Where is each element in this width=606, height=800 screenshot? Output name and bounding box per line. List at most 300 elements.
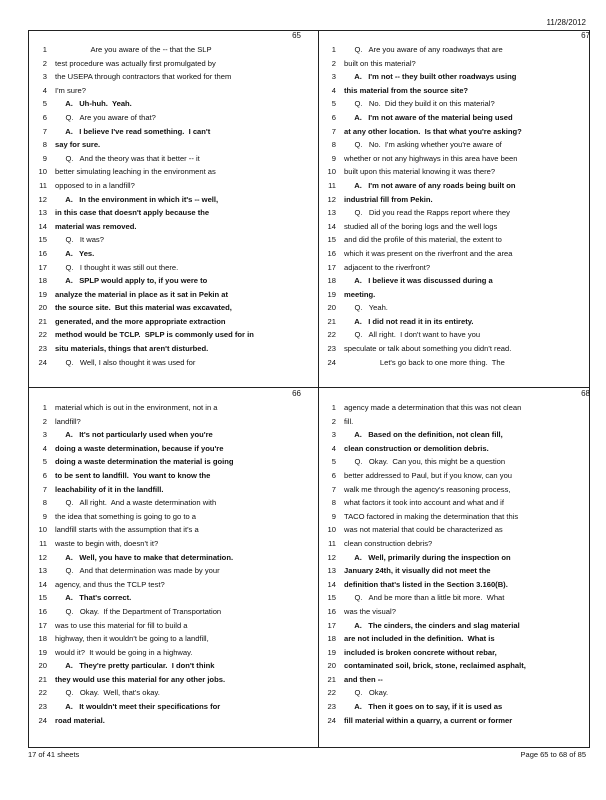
transcript-line: [33, 496, 301, 510]
line-number: 8: [331, 140, 336, 150]
transcript-line: [322, 700, 590, 714]
line-text: definition that's listed in the Section 3.160(B).: [344, 579, 508, 589]
transcript-line: [33, 165, 301, 179]
page-number: 65: [292, 31, 301, 40]
line-number: 16: [38, 606, 47, 616]
transcript-line: [322, 551, 590, 565]
transcript-line: [33, 70, 301, 84]
transcript-line: [33, 673, 301, 687]
transcript-line: [322, 43, 590, 57]
transcript-line: [322, 605, 590, 619]
transcript-line: [322, 179, 590, 193]
transcript-line: [33, 301, 301, 315]
line-text: Q. And that determination was made by your: [55, 566, 220, 576]
line-text: A. In the environment in which it's -- well,: [55, 194, 219, 204]
line-number: 16: [327, 606, 336, 616]
line-number: 20: [327, 303, 336, 313]
line-text: Q. And be more than a little bit more. What: [344, 593, 505, 603]
transcript-line: [322, 138, 590, 152]
transcript-line: [33, 315, 301, 329]
line-text: at any other location. Is that what you're asking?: [344, 126, 522, 136]
line-number: 4: [42, 85, 47, 95]
line-text: A. I believe I've read something. I can't: [55, 126, 211, 136]
line-text: and did the profile of this material, the extent to: [344, 235, 502, 245]
line-number: 7: [42, 484, 47, 494]
line-text: studied all of the boring logs and the well logs: [344, 221, 498, 231]
transcript-line: [322, 328, 590, 342]
transcript-line: [33, 342, 301, 356]
transcript-line: [33, 97, 301, 111]
line-text: which it was present on the riverfront and the area: [344, 248, 513, 258]
transcript-line: [322, 111, 590, 125]
transcript-line: [322, 152, 590, 166]
transcript-line: [33, 415, 301, 429]
line-number: 17: [38, 620, 47, 630]
line-number: 17: [38, 262, 47, 272]
line-text: A. It wouldn't meet their specifications for: [55, 702, 221, 712]
line-text: Q. All right. And a waste determination with: [55, 498, 217, 508]
line-number: 20: [327, 661, 336, 671]
line-text: Q. Okay. If the Department of Transportation: [55, 606, 222, 616]
transcript-line: [322, 686, 590, 700]
transcript-line: [322, 619, 590, 633]
transcript-line: [322, 288, 590, 302]
line-text: adjacent to the riverfront?: [344, 262, 431, 272]
line-text: A. I'm not aware of the material being used: [344, 112, 513, 122]
line-number: 21: [327, 674, 336, 684]
transcript-line: [33, 179, 301, 193]
line-text: would it? It would be going in a highway.: [55, 647, 193, 657]
line-text: Q. Well, I also thought it was used for: [55, 357, 196, 367]
line-text: Q. Did you read the Rapps report where they: [344, 208, 510, 218]
transcript-frame: [28, 30, 590, 748]
line-number: 8: [42, 140, 47, 150]
line-number: 21: [38, 674, 47, 684]
line-text: landfill starts with the assumption that it's a: [55, 525, 199, 535]
line-number: 6: [331, 470, 336, 480]
line-number: 15: [38, 593, 47, 603]
line-number: 6: [42, 112, 47, 122]
line-number: 22: [327, 330, 336, 340]
line-number: 24: [327, 715, 336, 725]
line-number: 1: [42, 45, 47, 54]
line-text: highway, then it wouldn't be going to a landfill,: [55, 634, 209, 644]
transcript-line: [33, 591, 301, 605]
line-number: 3: [331, 430, 336, 440]
line-text: Q. All right. I don't want to have you: [344, 330, 481, 340]
line-text: Q. And the theory was that it better -- it: [55, 153, 200, 163]
line-number: 13: [38, 208, 47, 218]
transcript-line: [33, 551, 301, 565]
line-text: in this case that doesn't apply because the: [55, 208, 210, 218]
line-number: 1: [331, 45, 336, 54]
line-text: walk me through the agency's reasoning process,: [344, 484, 511, 494]
line-number: 23: [38, 702, 47, 712]
transcript-line: [33, 455, 301, 469]
line-text: A. They're pretty particular. I don't think: [55, 661, 215, 671]
line-number: 11: [39, 538, 47, 548]
transcript-line: [322, 84, 590, 98]
line-number: 5: [331, 457, 336, 467]
line-number: 6: [42, 470, 47, 480]
transcript-line: [33, 328, 301, 342]
transcript-line: [33, 356, 301, 370]
line-number: 18: [327, 634, 336, 644]
line-text: clean construction debris?: [344, 538, 433, 548]
transcript-line: [322, 469, 590, 483]
line-number: 14: [327, 579, 336, 589]
line-text: this material from the source site?: [344, 85, 469, 95]
line-text: A. I'm not aware of any roads being built on: [344, 180, 516, 190]
transcript-line: [33, 261, 301, 275]
line-text: A. Well, primarily during the inspection on: [344, 552, 511, 562]
line-number: 10: [327, 525, 336, 535]
line-text: A. I believe it was discussed during a: [344, 276, 493, 286]
line-number: 20: [38, 303, 47, 313]
transcript-line: [322, 428, 590, 442]
page-number: 68: [581, 389, 590, 398]
transcript-line: [33, 537, 301, 551]
transcript-line: [322, 591, 590, 605]
transcript-line: [33, 274, 301, 288]
line-text: situ materials, things that aren't disturbed.: [55, 344, 209, 354]
line-number: 10: [38, 525, 47, 535]
line-number: 6: [331, 112, 336, 122]
line-number: 21: [38, 316, 47, 326]
line-number: 5: [331, 99, 336, 109]
footer-page-range: Page 65 to 68 of 85: [520, 750, 586, 759]
transcript-line: [322, 646, 590, 660]
transcript-line: [322, 537, 590, 551]
line-text: TACO factored in making the determination that this: [344, 511, 519, 521]
transcript-line: [33, 220, 301, 234]
transcript-line: [33, 619, 301, 633]
transcript-line: [322, 301, 590, 315]
line-text: doing a waste determination, because if you're: [55, 443, 224, 453]
transcript-line: [322, 206, 590, 220]
transcript-line: [322, 247, 590, 261]
line-number: 13: [327, 208, 336, 218]
line-number: 22: [38, 330, 47, 340]
transcript-line: [322, 442, 590, 456]
line-text: Q. Okay. Can you, this might be a question: [344, 457, 506, 467]
line-text: A. That's correct.: [55, 593, 132, 603]
line-text: better addressed to Paul, but if you know, can you: [344, 470, 513, 480]
line-text: whether or not any highways in this area have been: [344, 153, 518, 163]
line-text: Let's go back to one more thing. The: [344, 357, 505, 367]
line-number: 3: [42, 430, 47, 440]
line-text: doing a waste determination the material is going: [55, 457, 234, 467]
line-number: 2: [42, 416, 47, 426]
line-text: Q. I thought it was still out there.: [55, 262, 179, 272]
line-number: 23: [38, 344, 47, 354]
line-text: A. Uh-huh. Yeah.: [55, 99, 132, 109]
line-number: 5: [42, 457, 47, 467]
line-text: are not included in the definition. What is: [344, 634, 495, 644]
line-text: built on this material?: [344, 58, 416, 68]
transcript-line: [322, 261, 590, 275]
header-date: 11/28/2012: [546, 18, 586, 27]
line-text: generated, and the more appropriate extraction: [55, 316, 226, 326]
row-divider: [29, 387, 589, 388]
line-number: 14: [327, 221, 336, 231]
transcript-line: [322, 125, 590, 139]
line-text: Q. Okay. Well, that's okay.: [55, 688, 160, 698]
transcript-line: [33, 483, 301, 497]
line-number: 8: [42, 498, 47, 508]
transcript-line: [322, 673, 590, 687]
line-text: Q. It was?: [55, 235, 104, 245]
line-number: 5: [42, 99, 47, 109]
line-text: contaminated soil, brick, stone, reclaimed asphalt,: [344, 661, 526, 671]
line-text: built upon this material knowing it was there?: [344, 167, 496, 177]
line-number: 12: [38, 194, 47, 204]
transcript-line: [322, 401, 590, 415]
transcript-line: [322, 659, 590, 673]
line-number: 16: [327, 248, 336, 258]
line-text: A. Based on the definition, not clean fill,: [344, 430, 503, 440]
transcript-line: [322, 165, 590, 179]
page-number: 66: [292, 389, 301, 398]
transcript-line: [33, 206, 301, 220]
transcript-line: [33, 469, 301, 483]
line-number: 3: [42, 72, 47, 82]
transcript-line: [322, 523, 590, 537]
line-number: 19: [38, 647, 47, 657]
line-number: 21: [327, 316, 336, 326]
line-text: A. Then it goes on to say, if it is used as: [344, 702, 503, 712]
transcript-line: [322, 564, 590, 578]
line-text: agency, and thus the TCLP test?: [55, 579, 165, 589]
line-number: 16: [38, 248, 47, 258]
transcript-line: [33, 84, 301, 98]
line-number: 17: [327, 262, 336, 272]
transcript-line: [322, 483, 590, 497]
transcript-line: [33, 605, 301, 619]
transcript-page-67: [322, 31, 590, 379]
transcript-line: [322, 578, 590, 592]
transcript-line: [33, 700, 301, 714]
line-number: 12: [327, 194, 336, 204]
line-text: A. I'm not -- they built other roadways using: [344, 72, 517, 82]
line-number: 15: [327, 235, 336, 245]
line-text: Q. Okay.: [344, 688, 389, 698]
transcript-line: [322, 315, 590, 329]
line-text: what factors it took into account and what and if: [344, 498, 504, 508]
line-number: 2: [331, 416, 336, 426]
line-number: 13: [38, 566, 47, 576]
line-text: included is broken concrete without rebar,: [344, 647, 497, 657]
transcript-line: [33, 632, 301, 646]
line-text: Q. Are you aware of that?: [55, 112, 156, 122]
footer-sheets: 17 of 41 sheets: [28, 750, 80, 759]
transcript-line: [33, 43, 301, 57]
transcript-line: [322, 97, 590, 111]
line-text: industrial fill from Pekin.: [344, 194, 433, 204]
column-divider: [318, 31, 319, 747]
line-text: material was removed.: [55, 221, 137, 231]
line-text: the USEPA through contractors that worked for them: [55, 72, 232, 82]
line-text: Q. No. I'm asking whether you're aware of: [344, 140, 502, 150]
transcript-line: [322, 220, 590, 234]
line-number: 19: [38, 289, 47, 299]
page-lines: [322, 401, 590, 727]
transcript-line: [322, 496, 590, 510]
transcript-line: [33, 659, 301, 673]
line-number: 24: [38, 715, 47, 725]
line-number: 22: [327, 688, 336, 698]
transcript-line: [33, 57, 301, 71]
line-number: 8: [331, 498, 336, 508]
line-text: material which is out in the environment, not in a: [55, 403, 218, 412]
line-text: landfill?: [55, 416, 81, 426]
line-text: better simulating leaching in the environment as: [55, 167, 216, 177]
line-number: 14: [38, 221, 47, 231]
line-text: clean construction or demolition debris.: [344, 443, 489, 453]
line-number: 15: [327, 593, 336, 603]
line-text: speculate or talk about something you didn't read.: [344, 344, 512, 354]
line-number: 23: [327, 702, 336, 712]
line-text: was to use this material for fill to build a: [55, 620, 188, 630]
line-text: Q. Are you aware of any roadways that are: [344, 45, 503, 54]
line-text: to be sent to landfill. You want to know the: [55, 470, 211, 480]
line-number: 24: [38, 357, 47, 367]
transcript-line: [33, 247, 301, 261]
line-number: 4: [42, 443, 47, 453]
line-number: 18: [38, 634, 47, 644]
line-number: 7: [331, 484, 336, 494]
transcript-line: [33, 646, 301, 660]
line-text: and then --: [344, 674, 383, 684]
line-number: 4: [331, 85, 336, 95]
line-text: analyze the material in place as it sat in Pekin at: [55, 289, 229, 299]
line-text: A. The cinders, the cinders and slag material: [344, 620, 520, 630]
transcript-line: [33, 288, 301, 302]
line-number: 14: [38, 579, 47, 589]
line-number: 7: [42, 126, 47, 136]
transcript-line: [33, 686, 301, 700]
line-number: 19: [327, 647, 336, 657]
line-number: 10: [327, 167, 336, 177]
line-number: 24: [327, 357, 336, 367]
transcript-line: [33, 233, 301, 247]
line-number: 1: [42, 403, 47, 412]
line-number: 3: [331, 72, 336, 82]
line-text: fill material within a quarry, a current or former: [344, 715, 513, 725]
line-text: A. I did not read it in its entirety.: [344, 316, 474, 326]
transcript-line: [322, 57, 590, 71]
line-text: say for sure.: [55, 140, 101, 150]
line-text: agency made a determination that this was not clean: [344, 403, 522, 412]
line-text: meeting.: [344, 289, 376, 299]
transcript-line: [33, 523, 301, 537]
line-number: 12: [38, 552, 47, 562]
transcript-line: [33, 138, 301, 152]
line-text: Are you aware of the -- that the SLP: [55, 45, 212, 54]
line-text: leachability of it in the landfill.: [55, 484, 164, 494]
line-number: 11: [328, 180, 336, 190]
page-number: 67: [581, 31, 590, 40]
transcript-page-66: [33, 389, 301, 737]
line-text: A. It's not particularly used when you're: [55, 430, 213, 440]
line-number: 19: [327, 289, 336, 299]
transcript-line: [322, 510, 590, 524]
transcript-line: [322, 233, 590, 247]
transcript-line: [322, 455, 590, 469]
line-number: 15: [38, 235, 47, 245]
line-number: 2: [331, 58, 336, 68]
transcript-line: [322, 415, 590, 429]
transcript-line: [33, 428, 301, 442]
line-text: A. Yes.: [55, 248, 95, 258]
transcript-line: [33, 578, 301, 592]
line-number: 18: [327, 276, 336, 286]
line-text: test procedure was actually first promulgated by: [55, 58, 216, 68]
line-text: Q. No. Did they build it on this material?: [344, 99, 495, 109]
page-lines: [322, 43, 590, 369]
line-text: fill.: [344, 416, 354, 426]
line-text: was the visual?: [344, 606, 396, 616]
transcript-line: [33, 193, 301, 207]
line-number: 11: [39, 180, 47, 190]
line-number: 12: [327, 552, 336, 562]
transcript-page-68: [322, 389, 590, 737]
transcript-line: [33, 111, 301, 125]
transcript-line: [33, 564, 301, 578]
transcript-line: [322, 356, 590, 370]
page-lines: [33, 43, 301, 369]
transcript-line: [33, 401, 301, 415]
transcript-line: [33, 510, 301, 524]
line-number: 4: [331, 443, 336, 453]
transcript-line: [322, 274, 590, 288]
line-text: the idea that something is going to go to a: [55, 511, 197, 521]
line-text: the source site. But this material was excavated,: [55, 303, 232, 313]
line-number: 23: [327, 344, 336, 354]
line-text: road material.: [55, 715, 105, 725]
transcript-line: [33, 152, 301, 166]
line-number: 1: [331, 403, 336, 412]
transcript-line: [322, 342, 590, 356]
line-number: 7: [331, 126, 336, 136]
line-number: 9: [42, 511, 47, 521]
line-number: 9: [331, 511, 336, 521]
transcript-page-65: [33, 31, 301, 379]
line-number: 13: [327, 566, 336, 576]
line-text: opposed to in a landfill?: [55, 180, 135, 190]
line-text: method would be TCLP. SPLP is commonly used for in: [55, 330, 254, 340]
line-number: 17: [327, 620, 336, 630]
transcript-line: [33, 442, 301, 456]
page-lines: [33, 401, 301, 727]
line-text: was not material that could be characterized as: [344, 525, 503, 535]
line-number: 22: [38, 688, 47, 698]
line-number: 2: [42, 58, 47, 68]
line-number: 10: [38, 167, 47, 177]
transcript-line: [33, 714, 301, 728]
line-text: they would use this material for any other jobs.: [55, 674, 226, 684]
line-number: 9: [331, 153, 336, 163]
transcript-line: [322, 70, 590, 84]
transcript-line: [322, 632, 590, 646]
line-text: January 24th, it visually did not meet the: [344, 566, 491, 576]
line-number: 9: [42, 153, 47, 163]
transcript-line: [322, 193, 590, 207]
line-number: 11: [328, 538, 336, 548]
transcript-line: [33, 125, 301, 139]
line-text: A. SPLP would apply to, if you were to: [55, 276, 208, 286]
line-text: Q. Yeah.: [344, 303, 388, 313]
